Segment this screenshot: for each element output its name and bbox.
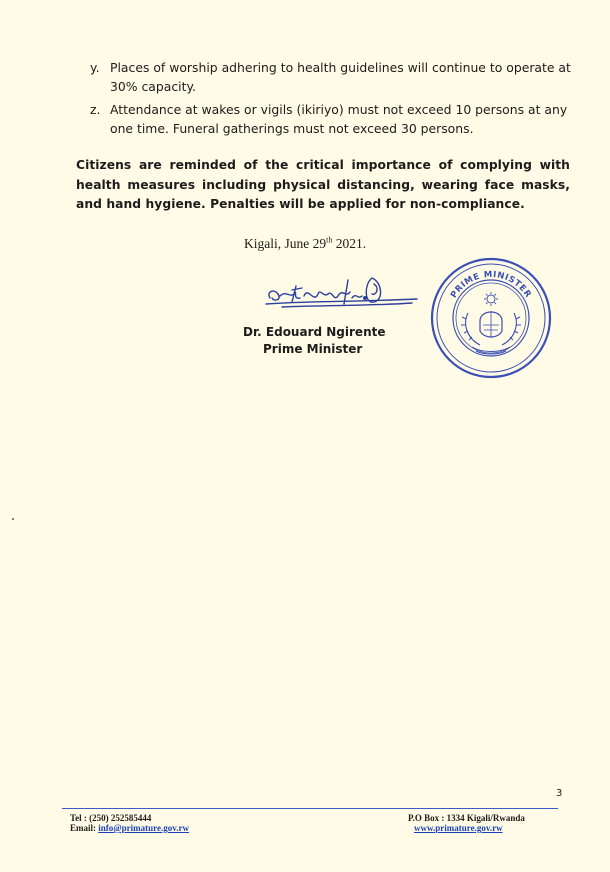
list-item-text: Places of worship adhering to health guidelines will continue to operate at 30% capacity. (110, 60, 571, 94)
prime-minister-seal (428, 255, 554, 381)
page-number: 3 (556, 788, 563, 799)
place-date-prefix: Kigali, June 29 (244, 236, 327, 251)
email-link[interactable]: info@primature.gov.rw (98, 823, 189, 833)
footer-website-link[interactable]: www.primature.gov.rw (414, 823, 503, 833)
footer-email (70, 823, 189, 834)
list-marker: z. (90, 102, 101, 117)
scan-speck (12, 518, 14, 520)
place-date-year: 2021. (332, 236, 367, 251)
seal-ring-text: PRIME MINISTER (449, 269, 533, 300)
signatory-title: Prime Minister (263, 342, 363, 356)
signature-image (262, 268, 422, 312)
footer-po-box: P.O Box : 1334 Kigali/Rwanda (408, 813, 525, 823)
footer-rule (62, 808, 558, 809)
list-item-text: Attendance at wakes or vigils (ikiriyo) must not exceed 10 persons at any one time. Funeral gatherings must not exceed 30 persons. (110, 102, 568, 136)
place-and-date (244, 236, 366, 252)
tel-label: Tel : (70, 813, 90, 823)
compliance-notice: Citizens are reminded of the critical importance of complying with health measures including physical distancing, wearing face masks, and hand hygiene. Penalties will be applied for non-compliance. (76, 158, 570, 211)
list-item-z (90, 100, 580, 138)
list-marker: y. (90, 60, 100, 75)
email-label: Email: (70, 823, 99, 833)
signatory-name: Dr. Edouard Ngirente (243, 325, 386, 339)
list-item-y (90, 58, 580, 96)
place-date-ordinal: th (326, 235, 333, 245)
tel-value: (250) 252585444 (89, 813, 152, 823)
